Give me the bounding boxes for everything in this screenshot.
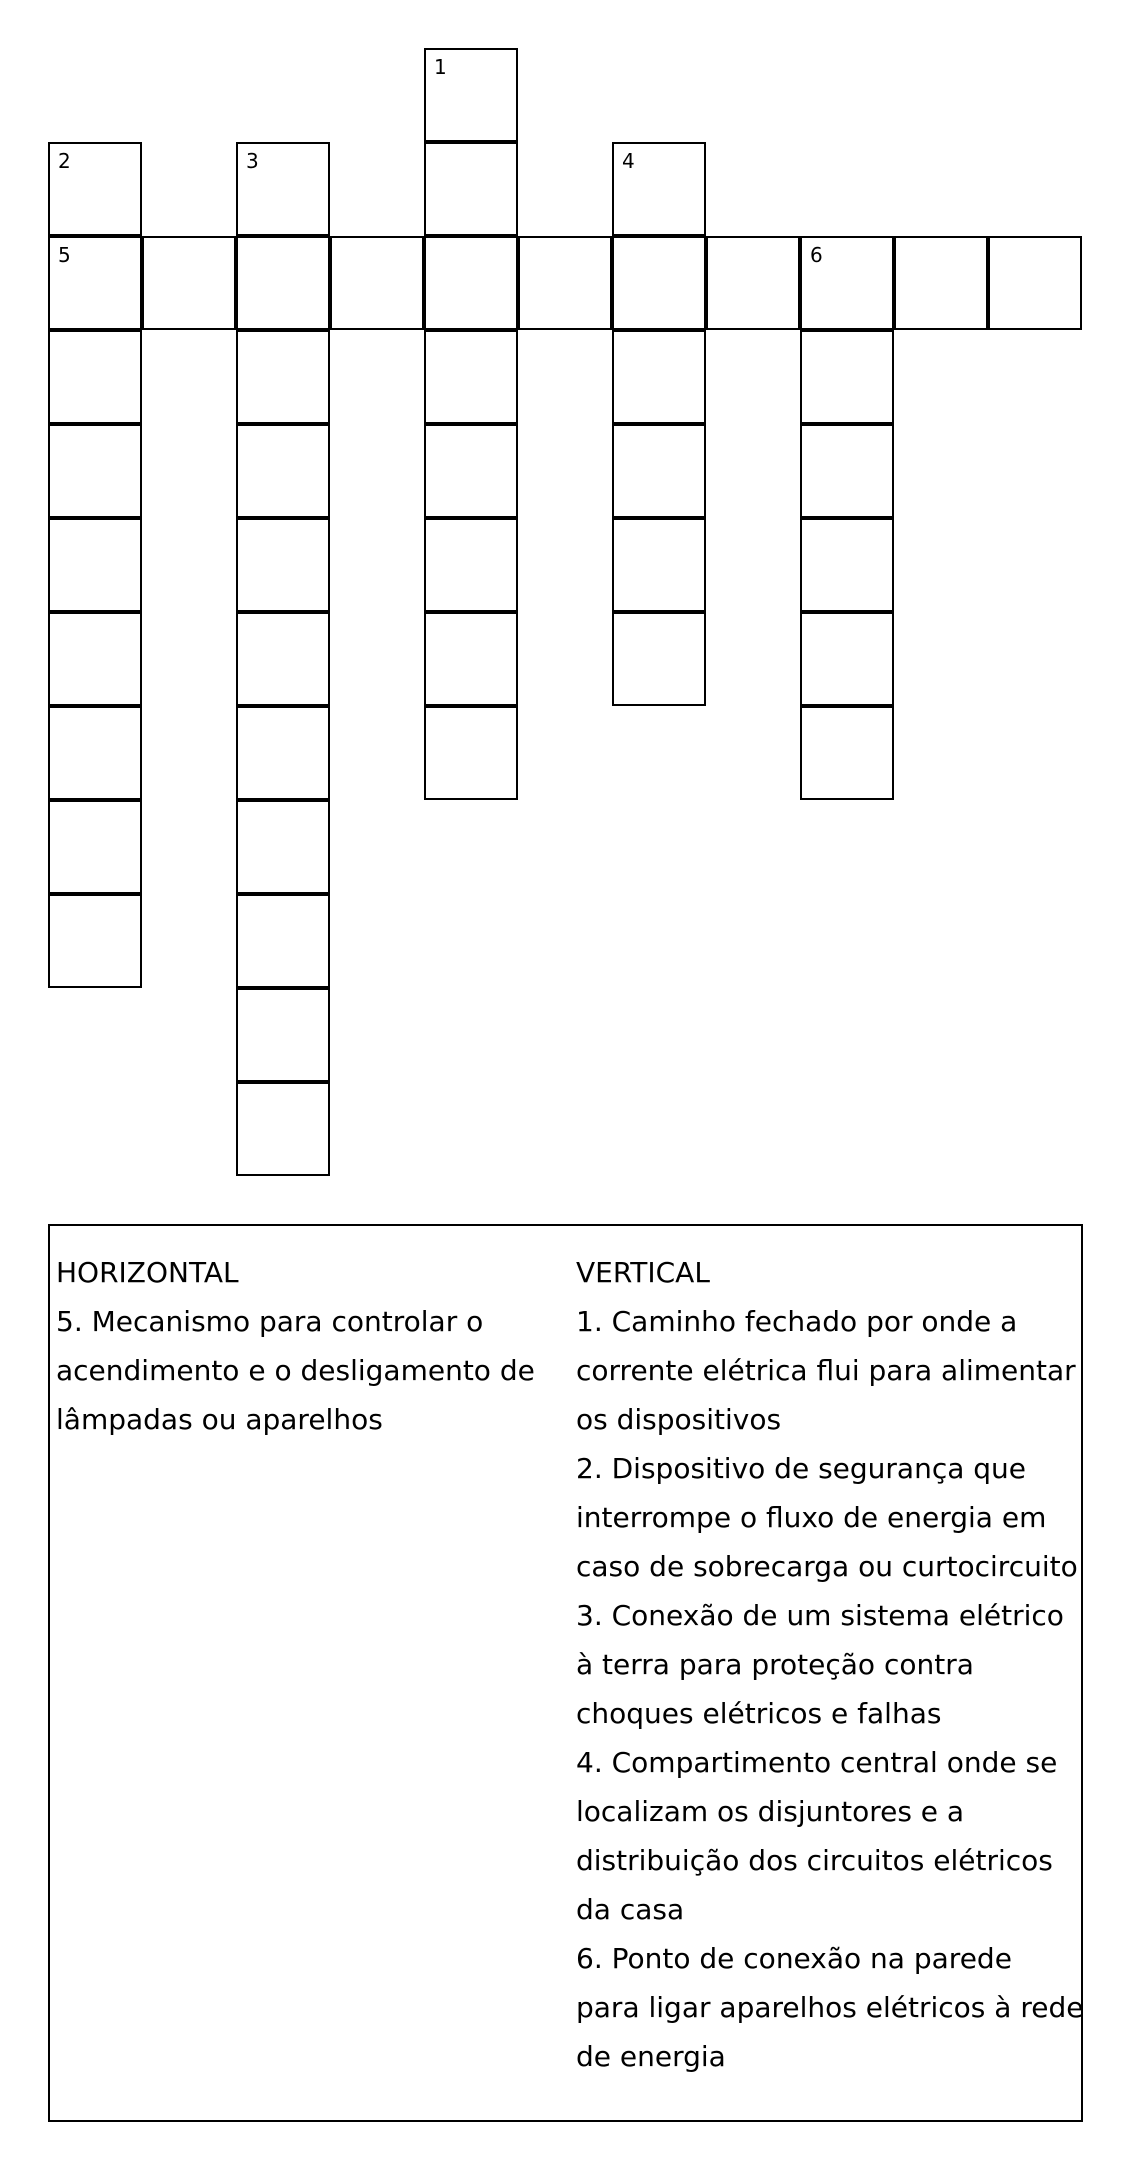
grid-cell[interactable] — [48, 236, 142, 330]
grid-cell[interactable] — [48, 894, 142, 988]
grid-cell[interactable] — [988, 236, 1082, 330]
horizontal-clues — [56, 1248, 556, 1444]
grid-cell[interactable] — [612, 424, 706, 518]
grid-cell[interactable] — [48, 330, 142, 424]
grid-cell[interactable] — [800, 424, 894, 518]
clue-down-3: 3. Conexão de um sistema elétrico à terra para proteção contra choques elétricos e falhas — [576, 1599, 1064, 1730]
grid-cell[interactable] — [48, 424, 142, 518]
grid-cell[interactable] — [424, 424, 518, 518]
grid-cell[interactable] — [48, 612, 142, 706]
grid-cell[interactable] — [424, 518, 518, 612]
vertical-heading: VERTICAL — [576, 1256, 710, 1289]
grid-cell[interactable] — [236, 988, 330, 1082]
grid-cell[interactable] — [424, 330, 518, 424]
grid-cell[interactable] — [424, 706, 518, 800]
grid-cell[interactable] — [424, 142, 518, 236]
grid-cell[interactable] — [142, 236, 236, 330]
clues-panel — [48, 1224, 1083, 2122]
grid-cell[interactable] — [48, 142, 142, 236]
grid-cell[interactable] — [236, 1082, 330, 1176]
grid-cell[interactable] — [236, 894, 330, 988]
grid-cell[interactable] — [424, 612, 518, 706]
grid-cell[interactable] — [424, 48, 518, 142]
grid-cell[interactable] — [424, 236, 518, 330]
grid-cell[interactable] — [612, 612, 706, 706]
clue-number: 2 — [58, 149, 71, 173]
grid-cell[interactable] — [894, 236, 988, 330]
grid-cell[interactable] — [518, 236, 612, 330]
grid-cell[interactable] — [236, 236, 330, 330]
grid-cell[interactable] — [236, 518, 330, 612]
grid-cell[interactable] — [800, 706, 894, 800]
clue-number: 4 — [622, 149, 635, 173]
clue-down-6: 6. Ponto de conexão na parede para ligar aparelhos elétricos à rede de energia — [576, 1942, 1084, 2073]
grid-cell[interactable] — [236, 800, 330, 894]
clue-down-4: 4. Compartimento central onde se localizam os disjuntores e a distribuição dos circuitos elétricos da casa — [576, 1746, 1058, 1926]
grid-cell[interactable] — [48, 518, 142, 612]
grid-cell[interactable] — [236, 330, 330, 424]
grid-cell[interactable] — [236, 142, 330, 236]
clue-down-2: 2. Dispositivo de segurança que interrompe o fluxo de energia em caso de sobrecarga ou curtocircuito — [576, 1452, 1078, 1583]
grid-cell[interactable] — [800, 612, 894, 706]
grid-cell[interactable] — [800, 518, 894, 612]
grid-cell[interactable] — [330, 236, 424, 330]
vertical-clues — [576, 1248, 1084, 2081]
clue-number: 3 — [246, 149, 259, 173]
horizontal-heading: HORIZONTAL — [56, 1256, 239, 1289]
grid-cell[interactable] — [236, 612, 330, 706]
grid-cell[interactable] — [612, 142, 706, 236]
grid-cell[interactable] — [48, 800, 142, 894]
clue-number: 6 — [810, 243, 823, 267]
grid-cell[interactable] — [612, 330, 706, 424]
clue-down-1: 1. Caminho fechado por onde a corrente elétrica flui para alimentar os dispositivos — [576, 1305, 1076, 1436]
grid-cell[interactable] — [236, 424, 330, 518]
grid-cell[interactable] — [800, 330, 894, 424]
grid-cell[interactable] — [236, 706, 330, 800]
clue-across-5: 5. Mecanismo para controlar o acendimento e o desligamento de lâmpadas ou aparelhos — [56, 1305, 535, 1436]
grid-cell[interactable] — [48, 706, 142, 800]
clue-number: 5 — [58, 243, 71, 267]
grid-cell[interactable] — [612, 236, 706, 330]
grid-cell[interactable] — [706, 236, 800, 330]
clue-number: 1 — [434, 55, 447, 79]
grid-cell[interactable] — [612, 518, 706, 612]
grid-cell[interactable] — [800, 236, 894, 330]
